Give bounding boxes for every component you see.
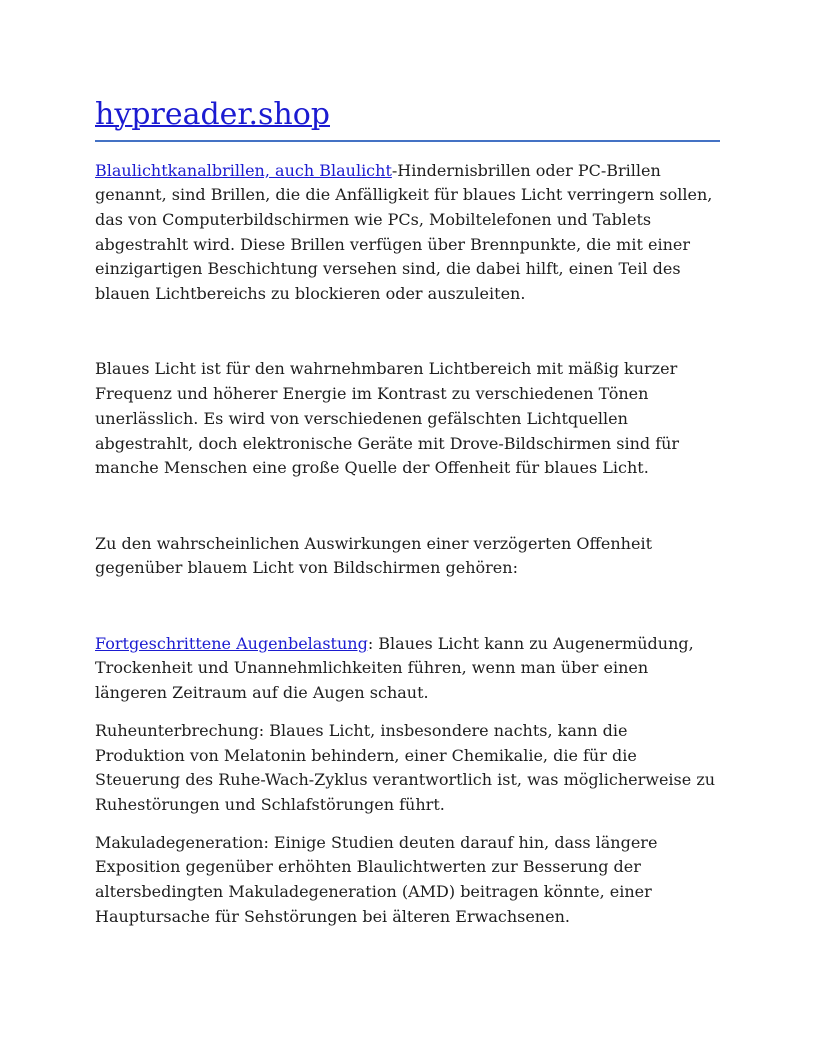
blank-line <box>95 594 720 619</box>
site-title-link[interactable]: hypreader.shop <box>95 97 330 132</box>
augenbelastung-link[interactable]: Fortgeschrittene Augenbelastung <box>95 633 368 653</box>
paragraph-augenbelastung-text: : Blaues Licht kann zu Augenermüdung, Trockenheit und Unannehmlichkeiten führen, wenn man über einen längeren Zeitraum auf die Augen schaut. <box>95 633 694 703</box>
paragraph-augenbelastung <box>95 632 720 706</box>
paragraph-makuladegeneration: Makuladegeneration: Einige Studien deuten darauf hin, dass längere Exposition gegenüber erhöhten Blaulichtwerten zur Besserung der altersbedingten Makuladegeneration (AMD) beitragen könnte, einer Hauptursache für Sehstörungen bei älteren Erwachsenen. <box>95 832 658 926</box>
blank-line <box>95 320 720 345</box>
paragraph-blaues-licht: Blaues Licht ist für den wahrnehmbaren Lichtbereich mit mäßig kurzer Frequenz und höherer Energie im Kontrast zu verschiedenen Tönen unerlässlich. Es wird von verschiedenen gefälschten Lichtquellen abgestrahlt, doch elektronische Geräte mit Drove-Bildschirmen sind für manche Menschen eine große Quelle der Offenheit für blaues Licht. <box>95 359 680 478</box>
document-body <box>95 159 720 930</box>
blank-line <box>95 494 720 519</box>
paragraph-intro <box>95 159 720 307</box>
paragraph-ruheunterbrechung: Ruheunterbrechung: Blaues Licht, insbesondere nachts, kann die Produktion von Melatonin behindern, einer Chemikalie, die für die Steuerung des Ruhe-Wach-Zyklus verantwortlich ist, was möglicherweise zu Ruhestörungen und Schlafstörungen führt. <box>95 720 716 814</box>
paragraph-auswirkungen-lead: Zu den wahrscheinlichen Auswirkungen einer verzögerten Offenheit gegenüber blauem Licht von Bildschirmen gehören: <box>95 533 652 578</box>
paragraph-intro-text: -Hindernisbrillen oder PC-Brillen genannt, sind Brillen, die die Anfälligkeit für blaues Licht verringern sollen, das von Computerbildschirmen wie PCs, Mobiltelefonen und Tablets abgestrahlt wird. Diese Brillen verfügen über Brennpunkte, die mit einer einzigartigen Beschichtung versehen sind, die dabei hilft, einen Teil des blauen Lichtbereichs zu blockieren oder auszuleiten. <box>95 160 713 304</box>
blaulichtkanalbrillen-link[interactable]: Blaulichtkanalbrillen, auch Blaulicht <box>95 160 392 180</box>
page-title <box>95 96 720 142</box>
